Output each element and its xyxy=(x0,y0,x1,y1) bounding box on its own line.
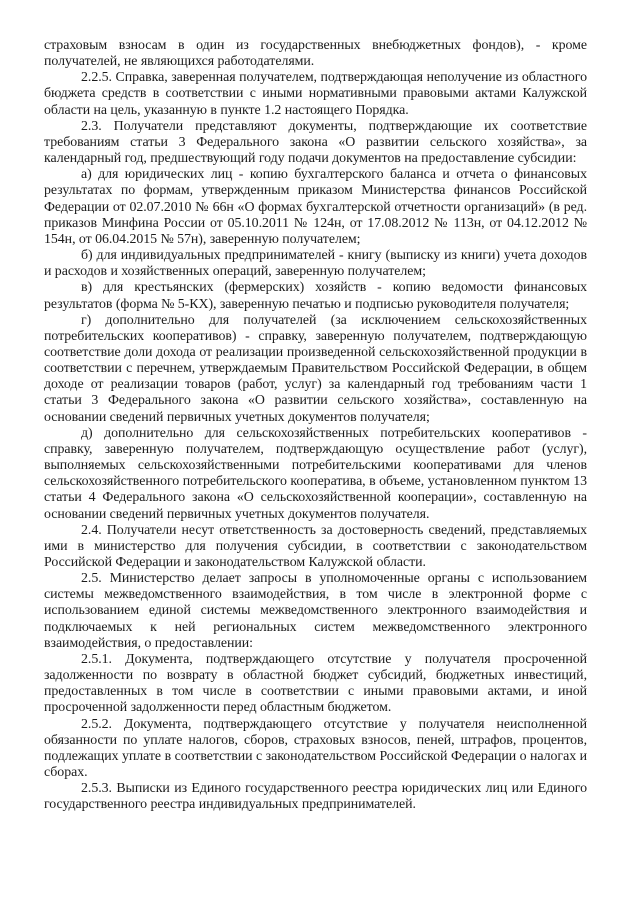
paragraph-2-5-2: 2.5.2. Документа, подтверждающего отсутствие у получателя неисполненной обязанности по уплате налогов, сборов, страховых взносов, пеней, штрафов, процентов, подлежащих уплате в соответствии с законодательством Российской Федерации о налогах и сборах. xyxy=(44,716,587,781)
paragraph-2-3-v: в) для крестьянских (фермерских) хозяйств - копию ведомости финансовых результатов (форма № 5-КХ), заверенную печатью и подписью руководителя получателя; xyxy=(44,280,587,312)
paragraph-2-3-d: д) дополнительно для сельскохозяйственных потребительских кооперативов - справку, заверенную получателем, подтверждающую осуществление работ (услуг), выполняемых сельскохозяйственными потребительскими кооперативами для членов сельскохозяйственного потребительского кооператива, в объеме, установленном пунктом 13 статьи 4 Федерального закона «О сельскохозяйственной кооперации», составленную на основании сведений первичных учетных документов получателя. xyxy=(44,425,587,522)
paragraph-continuation: страховым взносам в один из государственных внебюджетных фондов), - кроме получателей, не являющихся работодателями. xyxy=(44,38,587,70)
paragraph-2-3-b: б) для индивидуальных предпринимателей - книгу (выписку из книги) учета доходов и расходов и хозяйственных операций, заверенную получателем; xyxy=(44,248,587,280)
paragraph-2-3: 2.3. Получатели представляют документы, подтверждающие их соответствие требованиям статьи 3 Федерального закона «О развитии сельского хозяйства», за календарный год, предшествующий году подачи документов на предоставление субсидии: xyxy=(44,118,587,167)
paragraph-2-3-a: а) для юридических лиц - копию бухгалтерского баланса и отчета о финансовых результатах по формам, утвержденным приказом Министерства финансов Российской Федерации от 02.07.2010 № 66н «О формах бухгалтерской отчетности организаций» (в ред. приказов Минфина России от 05.10.2011 № 124н, от 17.08.2012 № 113н, от 04.12.2012 № 154н, от 06.04.2015 № 57н), заверенную получателем; xyxy=(44,167,587,247)
paragraph-2-5-1: 2.5.1. Документа, подтверждающего отсутствие у получателя просроченной задолженности по возврату в областной бюджет субсидий, бюджетных инвестиций, предоставленных в том числе в соответствии с иными правовыми актами, и иной просроченной задолженности перед областным бюджетом. xyxy=(44,651,587,716)
paragraph-2-5: 2.5. Министерство делает запросы в уполномоченные органы с использованием системы межведомственного взаимодействия, в том числе в электронной форме с использованием единой системы межведомственного электронного взаимодействия и подключаемых к ней региональных систем межведомственного электронного взаимодействия, о предоставлении: xyxy=(44,571,587,651)
document-page xyxy=(44,38,587,814)
paragraph-2-4: 2.4. Получатели несут ответственность за достоверность сведений, представляемых ими в министерство для получения субсидии, в соответствии с законодательством Российской Федерации и законодательством Калужской области. xyxy=(44,522,587,570)
paragraph-2-2-5: 2.2.5. Справка, заверенная получателем, подтверждающая неполучение из областного бюджета средств в соответствии с иными нормативными правовыми актами Калужской области на цель, указанную в пункте 1.2 настоящего Порядка. xyxy=(44,70,587,118)
paragraph-2-5-3: 2.5.3. Выписки из Единого государственного реестра юридических лиц или Единого государственного реестра индивидуальных предпринимателей. xyxy=(44,781,587,813)
paragraph-2-3-g: г) дополнительно для получателей (за исключением сельскохозяйственных потребительских кооперативов) - справку, заверенную получателем, подтверждающую соответствие доли дохода от реализации произведенной сельскохозяйственной продукции в соответствии с перечнем, утверждаемым Правительством Российской Федерации, в общем доходе от реализации товаров (работ, услуг) за календарный год требованиям части 1 статьи 3 Федерального закона «О развитии сельского хозяйства», составленную на основании сведений первичных учетных документов получателя; xyxy=(44,312,587,425)
